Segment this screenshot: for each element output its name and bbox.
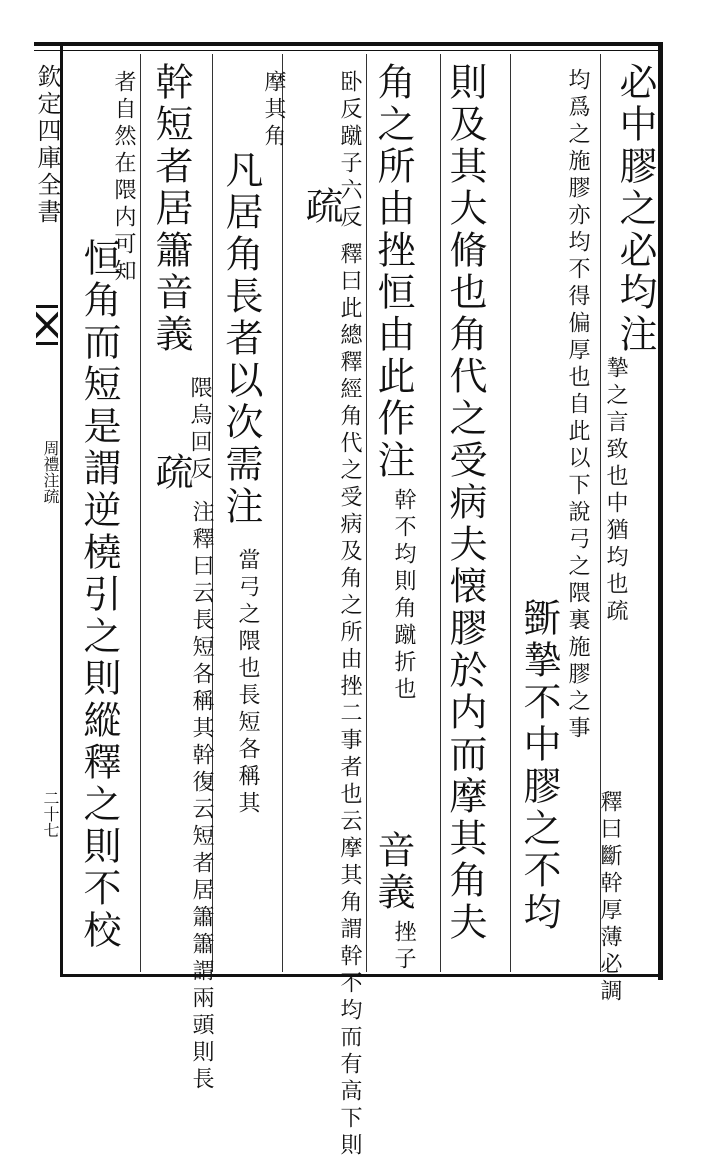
column-rule — [366, 54, 367, 972]
annotation-text: 隈烏回反 — [187, 376, 212, 484]
annotation-text: 者自然在隈内可知 — [111, 70, 136, 286]
main-text: 凡居角長者以次需注 — [219, 150, 263, 528]
annotation-text: 摯之言致也中猶均也疏 — [603, 356, 628, 626]
annotation-text: 均爲之施膠亦均不得偏厚也自此以下說弓之隈裏施膠之事 — [565, 68, 590, 743]
text-column-4-note — [391, 920, 416, 974]
annotation-text: 釋曰斷幹厚薄必調 — [597, 790, 622, 1006]
main-text: 則及其大脩也角代之受病夫懐膠於内而摩其角夫 — [443, 62, 487, 944]
annotation-text: 摩其角 — [261, 70, 286, 151]
text-column-5-annotation-top — [290, 70, 362, 232]
annotation-text: 幹不均則角蹴折也 — [391, 488, 416, 704]
text-column-2-annotation — [518, 68, 590, 743]
text-column-2-main — [517, 598, 561, 968]
main-text: 音義 — [371, 830, 415, 914]
main-text: 疏 — [299, 186, 343, 228]
fish-tail-mark — [36, 305, 58, 345]
annotation-pair — [597, 790, 622, 1006]
annotation-text: 挫子 — [391, 920, 416, 974]
annotation-text: 當弓之隈也長短各稱其 — [235, 548, 260, 818]
annotation-text: 注釋曰云長短各稱其幹復云短者居簫簫謂兩頭則長 — [189, 500, 214, 1094]
text-column-5-annotation — [290, 242, 362, 1160]
main-text: 幹短者居簫音義 — [149, 62, 193, 356]
shu-label — [299, 186, 343, 236]
right-border — [658, 42, 663, 980]
yinyi-label — [371, 830, 415, 920]
shu-label — [149, 452, 193, 502]
column-rule — [440, 54, 441, 972]
text-column-4-annotation — [392, 488, 414, 818]
top-border-inner — [34, 50, 662, 51]
text-column-7-annotation — [150, 500, 214, 1094]
text-column-3 — [443, 62, 487, 967]
text-column-6-main — [219, 150, 263, 540]
text-column-7-main — [149, 62, 193, 382]
main-text: 恒角而短是謂逆橈引之則縱釋之則不校 — [77, 238, 121, 952]
book-title: 周禮注疏 — [41, 440, 60, 504]
column-rule — [510, 54, 511, 972]
column-rule — [282, 54, 283, 972]
text-column-8-main — [77, 238, 121, 968]
page-number: 二十七 — [41, 790, 60, 838]
main-text: 角之所由挫恒由此作注 — [371, 62, 415, 482]
text-column-4-main — [371, 62, 415, 482]
library-title: 欽定四庫全書 — [33, 64, 61, 226]
bottom-border — [62, 974, 662, 977]
main-text: 斵摯不中膠之不均 — [517, 598, 561, 934]
main-text: 必中膠之必均注 — [613, 62, 657, 356]
annotation-text: 卧反蹴子六反 — [337, 70, 362, 232]
text-column-6-annotation-top — [224, 70, 284, 150]
text-column-7-note — [150, 376, 212, 484]
column-rule — [140, 54, 141, 972]
annotation-text: 釋曰此總釋經角代之受病及角之所由挫二事者也云摩其角謂幹不均而有高下則 — [337, 242, 362, 1160]
top-border — [34, 42, 662, 46]
main-text: 疏 — [149, 452, 193, 494]
text-column-6-annotation — [236, 548, 258, 968]
